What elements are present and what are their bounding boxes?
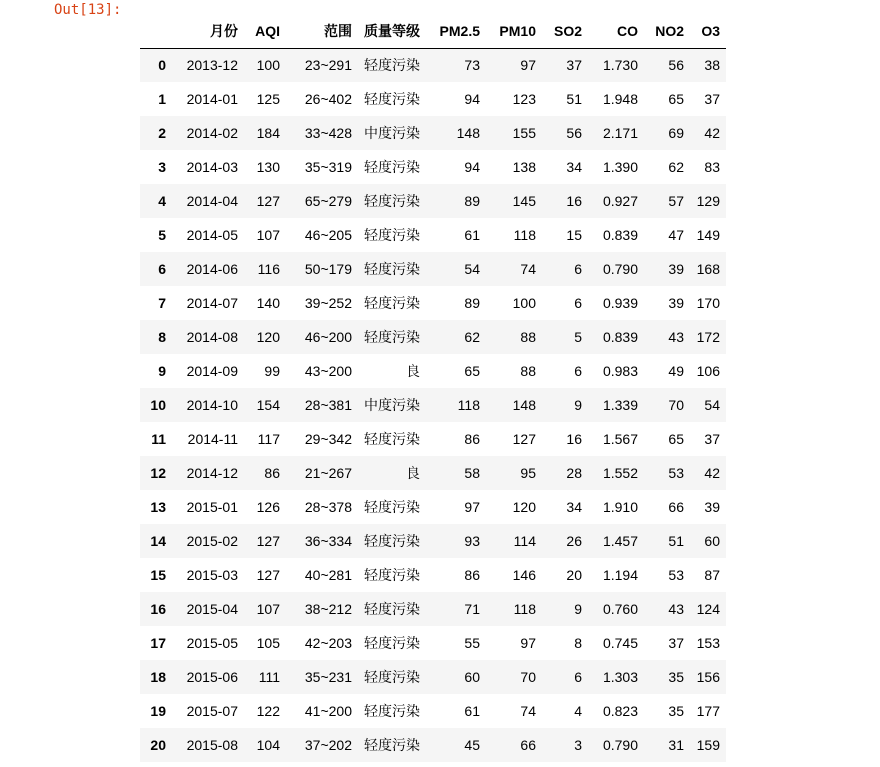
cell-co: 0.790 <box>602 261 638 277</box>
cell-quality-level: 轻度污染 <box>364 703 420 719</box>
cell-month: 2014-04 <box>186 193 238 209</box>
cell-aqi: 184 <box>256 125 280 141</box>
cell-o3: 149 <box>696 227 720 243</box>
cell-o3: 39 <box>704 499 720 515</box>
cell-month: 2015-01 <box>186 499 238 515</box>
cell-o3: 60 <box>704 533 720 549</box>
cell-co: 1.303 <box>602 669 638 685</box>
cell-so2: 3 <box>574 737 582 753</box>
cell-quality-level: 良 <box>406 363 420 379</box>
cell-quality-level: 轻度污染 <box>364 193 420 209</box>
cell-co: 1.339 <box>602 397 638 413</box>
cell-no2: 49 <box>668 363 684 379</box>
cell-pm25: 54 <box>464 261 480 277</box>
cell-no2: 43 <box>668 601 684 617</box>
cell-aqi: 100 <box>256 57 280 74</box>
table-row <box>140 660 726 694</box>
row-index: 16 <box>150 601 166 617</box>
table-row <box>140 490 726 524</box>
cell-pm10: 138 <box>512 159 536 175</box>
cell-aqi: 105 <box>256 635 280 651</box>
cell-range: 35~319 <box>304 159 352 175</box>
table-row <box>140 82 726 116</box>
cell-so2: 34 <box>566 159 582 175</box>
cell-no2: 31 <box>668 737 684 753</box>
cell-o3: 153 <box>696 635 720 651</box>
cell-range: 28~378 <box>304 499 352 515</box>
cell-o3: 129 <box>696 193 720 209</box>
cell-pm10: 97 <box>520 57 536 74</box>
cell-pm10: 118 <box>513 601 536 617</box>
cell-month: 2015-06 <box>186 669 238 685</box>
cell-range: 35~231 <box>304 669 352 685</box>
cell-quality-level: 轻度污染 <box>364 601 420 617</box>
cell-pm10: 66 <box>520 737 536 753</box>
cell-co: 0.760 <box>602 601 638 617</box>
cell-pm25: 58 <box>464 465 480 481</box>
column-header-o3: O3 <box>690 14 726 48</box>
cell-month: 2014-01 <box>186 91 238 107</box>
cell-co: 0.823 <box>602 703 638 719</box>
column-header-aqi: AQI <box>244 14 286 48</box>
cell-aqi: 111 <box>258 669 280 685</box>
cell-month: 2014-09 <box>186 363 238 379</box>
cell-quality-level: 轻度污染 <box>364 431 420 447</box>
cell-quality-level: 轻度污染 <box>364 737 420 753</box>
cell-pm10: 120 <box>512 499 536 515</box>
cell-co: 1.552 <box>602 465 638 481</box>
row-index: 7 <box>158 295 166 311</box>
cell-so2: 9 <box>574 601 582 617</box>
cell-so2: 37 <box>566 57 582 74</box>
row-index: 0 <box>158 57 166 74</box>
cell-so2: 6 <box>574 363 582 379</box>
cell-month: 2015-08 <box>186 737 238 753</box>
cell-o3: 177 <box>696 703 720 719</box>
row-index: 19 <box>150 703 166 719</box>
cell-range: 65~279 <box>304 193 352 209</box>
cell-range: 46~205 <box>304 227 352 243</box>
cell-no2: 65 <box>668 91 684 107</box>
cell-pm25: 94 <box>464 91 480 107</box>
cell-co: 1.910 <box>602 499 638 515</box>
cell-aqi: 117 <box>257 431 280 447</box>
row-index: 18 <box>150 669 166 685</box>
table-row <box>140 218 726 252</box>
cell-quality-level: 中度污染 <box>364 125 420 141</box>
cell-pm10: 95 <box>520 465 536 481</box>
cell-co: 1.567 <box>602 431 638 447</box>
cell-pm25: 148 <box>456 125 480 141</box>
cell-aqi: 140 <box>256 295 280 311</box>
cell-pm10: 70 <box>520 669 536 685</box>
table-row <box>140 728 726 762</box>
cell-so2: 56 <box>566 125 582 141</box>
table-row <box>140 456 726 490</box>
cell-month: 2014-07 <box>186 295 238 311</box>
cell-so2: 6 <box>574 669 582 685</box>
cell-pm25: 93 <box>464 533 480 549</box>
cell-month: 2014-03 <box>186 159 238 175</box>
cell-month: 2015-04 <box>186 601 238 617</box>
cell-pm25: 89 <box>464 295 480 311</box>
cell-month: 2013-12 <box>186 57 238 74</box>
column-header-pm10: PM10 <box>486 14 542 48</box>
cell-month: 2014-05 <box>186 227 238 243</box>
cell-so2: 16 <box>566 193 582 209</box>
cell-quality-level: 良 <box>406 465 420 481</box>
cell-so2: 8 <box>574 635 582 651</box>
cell-range: 38~212 <box>304 601 352 617</box>
cell-pm10: 88 <box>520 363 536 379</box>
cell-pm25: 97 <box>464 499 480 515</box>
cell-range: 21~267 <box>304 465 352 481</box>
cell-no2: 35 <box>668 703 684 719</box>
row-index: 8 <box>158 329 166 345</box>
cell-co: 1.390 <box>602 159 638 175</box>
cell-pm25: 45 <box>464 737 480 753</box>
cell-no2: 69 <box>668 125 684 141</box>
cell-o3: 37 <box>704 91 720 107</box>
cell-no2: 37 <box>668 635 684 651</box>
cell-range: 23~291 <box>304 57 352 74</box>
table-header-row <box>140 14 726 48</box>
cell-o3: 156 <box>696 669 720 685</box>
cell-aqi: 127 <box>256 533 280 549</box>
cell-range: 33~428 <box>304 125 352 141</box>
table-row <box>140 48 726 82</box>
cell-range: 50~179 <box>304 261 352 277</box>
cell-aqi: 122 <box>256 703 280 719</box>
cell-o3: 42 <box>704 465 720 481</box>
cell-aqi: 127 <box>256 567 280 583</box>
cell-range: 37~202 <box>304 737 352 753</box>
cell-co: 1.948 <box>602 91 638 107</box>
column-header-so2: SO2 <box>542 14 588 48</box>
cell-pm10: 145 <box>512 193 536 209</box>
output-prompt: Out[13]: <box>54 2 122 18</box>
cell-aqi: 107 <box>256 227 280 243</box>
cell-no2: 62 <box>668 159 684 175</box>
cell-aqi: 120 <box>256 329 280 345</box>
table-row <box>140 320 726 354</box>
column-header-co: CO <box>588 14 644 48</box>
cell-pm10: 74 <box>520 703 536 719</box>
cell-so2: 20 <box>566 567 582 583</box>
cell-co: 1.194 <box>602 567 638 583</box>
cell-aqi: 99 <box>264 363 280 379</box>
cell-pm25: 73 <box>464 57 480 74</box>
cell-pm10: 74 <box>520 261 536 277</box>
table-row <box>140 286 726 320</box>
cell-so2: 16 <box>566 431 582 447</box>
cell-pm25: 94 <box>464 159 480 175</box>
cell-range: 40~281 <box>304 567 352 583</box>
cell-month: 2014-06 <box>186 261 238 277</box>
cell-pm10: 155 <box>512 125 536 141</box>
cell-pm25: 118 <box>457 397 480 413</box>
cell-aqi: 154 <box>256 397 280 413</box>
cell-pm25: 89 <box>464 193 480 209</box>
cell-so2: 5 <box>574 329 582 345</box>
cell-pm25: 60 <box>464 669 480 685</box>
cell-no2: 65 <box>668 431 684 447</box>
cell-month: 2014-10 <box>186 397 238 413</box>
cell-quality-level: 轻度污染 <box>364 91 420 107</box>
cell-quality-level: 轻度污染 <box>364 227 420 243</box>
cell-no2: 56 <box>668 57 684 74</box>
cell-range: 28~381 <box>304 397 352 413</box>
cell-aqi: 130 <box>256 159 280 175</box>
dataframe-output <box>140 14 726 762</box>
cell-aqi: 127 <box>256 193 280 209</box>
column-header-no2: NO2 <box>644 14 690 48</box>
cell-so2: 4 <box>574 703 582 719</box>
column-header-range: 范围 <box>286 14 358 48</box>
cell-range: 43~200 <box>304 363 352 379</box>
cell-co: 0.939 <box>602 295 638 311</box>
cell-no2: 57 <box>668 193 684 209</box>
table-row <box>140 592 726 626</box>
cell-pm10: 118 <box>513 227 536 243</box>
cell-o3: 54 <box>704 397 720 413</box>
cell-quality-level: 轻度污染 <box>364 669 420 685</box>
cell-o3: 124 <box>696 601 720 617</box>
cell-quality-level: 轻度污染 <box>364 261 420 277</box>
cell-no2: 70 <box>668 397 684 413</box>
cell-pm25: 65 <box>464 363 480 379</box>
row-index: 12 <box>150 465 166 481</box>
cell-o3: 172 <box>696 329 720 345</box>
cell-quality-level: 轻度污染 <box>364 57 420 74</box>
cell-range: 29~342 <box>304 431 352 447</box>
cell-quality-level: 轻度污染 <box>364 499 420 515</box>
cell-quality-level: 轻度污染 <box>364 635 420 651</box>
cell-range: 39~252 <box>304 295 352 311</box>
cell-quality-level: 轻度污染 <box>364 567 420 583</box>
cell-so2: 6 <box>574 295 582 311</box>
cell-o3: 83 <box>704 159 720 175</box>
cell-no2: 51 <box>668 533 684 549</box>
cell-aqi: 104 <box>256 737 280 753</box>
row-index: 5 <box>158 227 166 243</box>
cell-aqi: 125 <box>256 91 280 107</box>
cell-pm10: 146 <box>512 567 536 583</box>
cell-aqi: 86 <box>264 465 280 481</box>
cell-co: 2.171 <box>602 125 638 141</box>
column-header-quality-level: 质量等级 <box>358 14 426 48</box>
cell-pm10: 148 <box>512 397 536 413</box>
cell-o3: 37 <box>704 431 720 447</box>
cell-o3: 42 <box>704 125 720 141</box>
cell-aqi: 116 <box>257 261 280 277</box>
table-row <box>140 252 726 286</box>
cell-o3: 38 <box>704 57 720 74</box>
table-row <box>140 116 726 150</box>
cell-no2: 39 <box>668 295 684 311</box>
cell-o3: 87 <box>704 567 720 583</box>
cell-pm25: 61 <box>464 703 480 719</box>
table-row <box>140 694 726 728</box>
cell-so2: 9 <box>574 397 582 413</box>
cell-no2: 39 <box>668 261 684 277</box>
row-index: 9 <box>158 363 166 379</box>
cell-co: 0.839 <box>602 227 638 243</box>
cell-pm10: 100 <box>512 295 536 311</box>
cell-pm25: 61 <box>464 227 480 243</box>
cell-o3: 168 <box>696 261 720 277</box>
cell-co: 1.457 <box>602 533 638 549</box>
row-index: 14 <box>150 533 166 549</box>
table-row <box>140 422 726 456</box>
cell-range: 46~200 <box>304 329 352 345</box>
cell-o3: 106 <box>696 363 720 379</box>
cell-range: 42~203 <box>304 635 352 651</box>
cell-month: 2014-11 <box>187 431 238 447</box>
cell-pm25: 86 <box>464 567 480 583</box>
row-index: 13 <box>150 499 166 515</box>
cell-no2: 47 <box>668 227 684 243</box>
cell-no2: 35 <box>668 669 684 685</box>
cell-quality-level: 轻度污染 <box>364 533 420 549</box>
column-header-index <box>140 14 172 48</box>
cell-month: 2014-12 <box>186 465 238 481</box>
table-row <box>140 388 726 422</box>
cell-o3: 170 <box>696 295 720 311</box>
row-index: 4 <box>158 193 166 209</box>
cell-aqi: 126 <box>256 499 280 515</box>
cell-month: 2015-05 <box>186 635 238 651</box>
row-index: 2 <box>158 125 166 141</box>
cell-pm10: 88 <box>520 329 536 345</box>
cell-co: 0.745 <box>602 635 638 651</box>
cell-no2: 53 <box>668 465 684 481</box>
cell-quality-level: 中度污染 <box>364 397 420 413</box>
cell-pm10: 123 <box>512 91 536 107</box>
row-index: 6 <box>158 261 166 277</box>
cell-o3: 159 <box>696 737 720 753</box>
cell-pm10: 97 <box>520 635 536 651</box>
cell-pm10: 127 <box>512 431 536 447</box>
row-index: 11 <box>151 431 166 447</box>
cell-co: 1.730 <box>602 57 638 74</box>
cell-no2: 43 <box>668 329 684 345</box>
cell-pm25: 55 <box>464 635 480 651</box>
table-body <box>140 48 726 762</box>
cell-month: 2015-07 <box>186 703 238 719</box>
cell-range: 26~402 <box>304 91 352 107</box>
cell-co: 0.839 <box>602 329 638 345</box>
cell-pm25: 86 <box>464 431 480 447</box>
cell-so2: 15 <box>566 227 582 243</box>
table-row <box>140 184 726 218</box>
cell-month: 2014-02 <box>186 125 238 141</box>
cell-range: 36~334 <box>304 533 352 549</box>
table-row <box>140 626 726 660</box>
cell-quality-level: 轻度污染 <box>364 329 420 345</box>
cell-quality-level: 轻度污染 <box>364 295 420 311</box>
cell-co: 0.790 <box>602 737 638 753</box>
cell-pm25: 62 <box>464 329 480 345</box>
cell-no2: 53 <box>668 567 684 583</box>
cell-month: 2014-08 <box>186 329 238 345</box>
cell-range: 41~200 <box>304 703 352 719</box>
cell-so2: 6 <box>574 261 582 277</box>
row-index: 17 <box>150 635 166 651</box>
cell-month: 2015-02 <box>186 533 238 549</box>
column-header-month: 月份 <box>172 14 244 48</box>
cell-pm25: 71 <box>464 601 480 617</box>
table-row <box>140 150 726 184</box>
row-index: 20 <box>150 737 166 753</box>
cell-aqi: 107 <box>256 601 280 617</box>
cell-no2: 66 <box>668 499 684 515</box>
row-index: 15 <box>150 567 166 583</box>
table-row <box>140 524 726 558</box>
dataframe-table <box>140 14 726 762</box>
cell-so2: 51 <box>566 91 582 107</box>
cell-so2: 26 <box>566 533 582 549</box>
cell-co: 0.927 <box>602 193 638 209</box>
table-row <box>140 558 726 592</box>
cell-co: 0.983 <box>602 363 638 379</box>
cell-so2: 28 <box>566 465 582 481</box>
table-row <box>140 354 726 388</box>
column-header-pm25: PM2.5 <box>426 14 486 48</box>
row-index: 3 <box>158 159 166 175</box>
cell-quality-level: 轻度污染 <box>364 159 420 175</box>
row-index: 10 <box>150 397 166 413</box>
row-index: 1 <box>158 91 166 107</box>
cell-pm10: 114 <box>513 533 536 549</box>
cell-month: 2015-03 <box>186 567 238 583</box>
cell-so2: 34 <box>566 499 582 515</box>
